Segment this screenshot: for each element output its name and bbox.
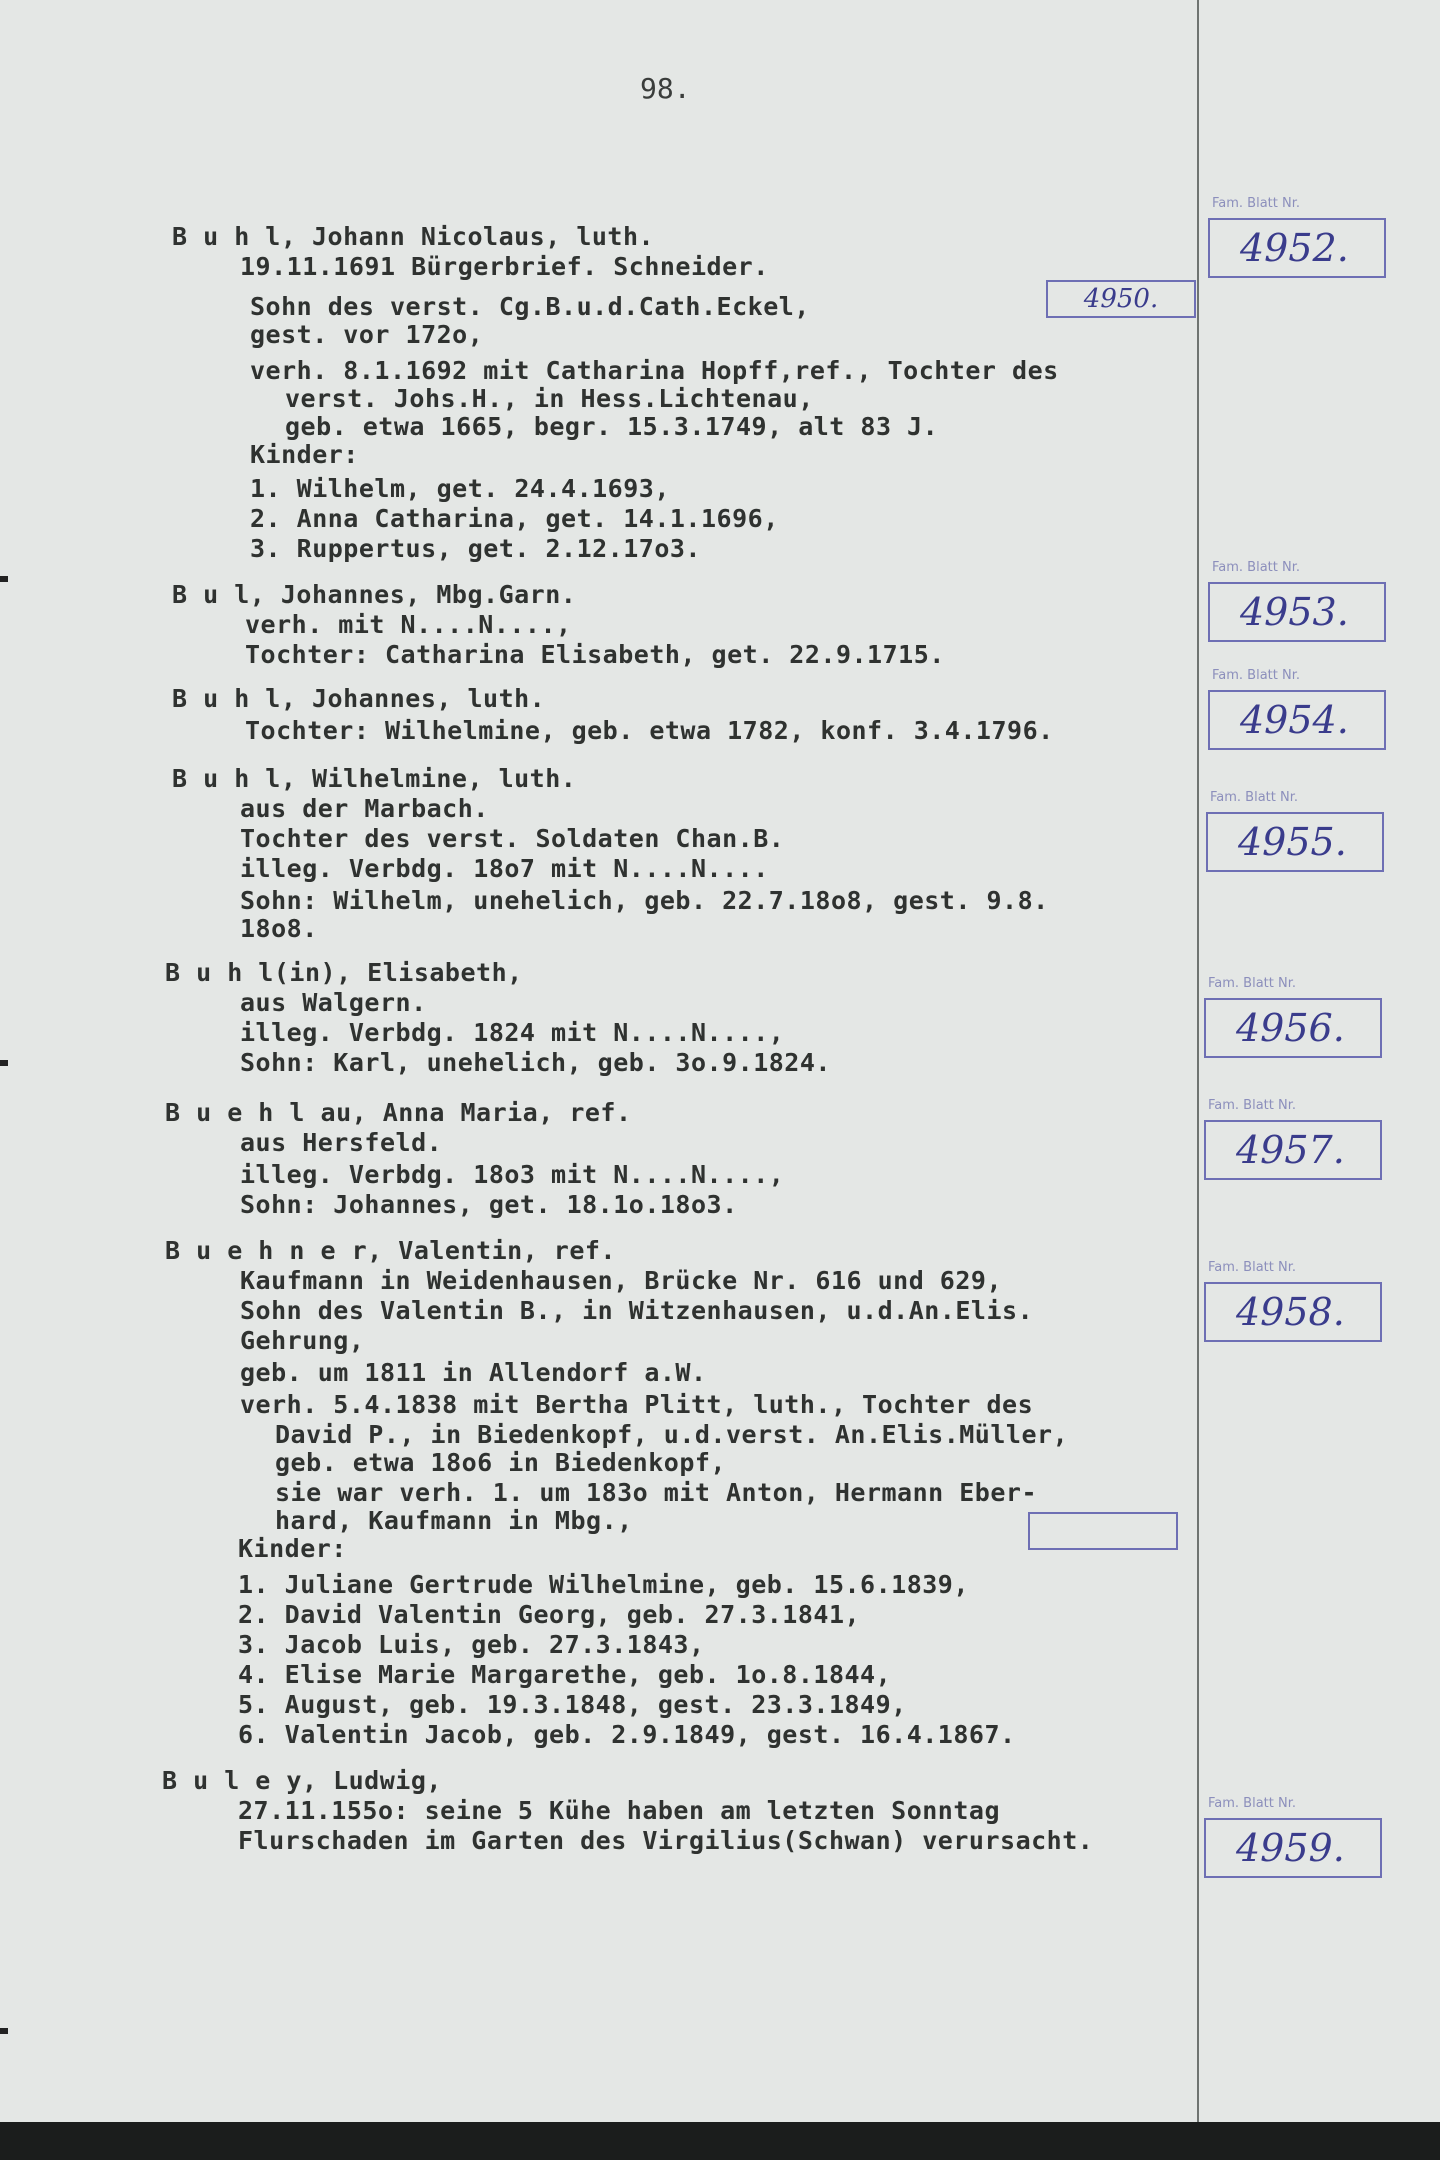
fam-blatt-number: 4953. [1240, 590, 1349, 634]
entry-line: aus Walgern. [240, 988, 427, 1017]
entry-line: verst. Johs.H., in Hess.Lichtenau, [285, 384, 814, 413]
entry-line: illeg. Verbdg. 18o3 mit N....N...., [240, 1160, 785, 1189]
fam-blatt-stamp [1208, 560, 1386, 642]
entry-line: Tochter des verst. Soldaten Chan.B. [240, 824, 785, 853]
entry-line: geb. etwa 18o6 in Biedenkopf, [275, 1448, 726, 1477]
entry-line: 6. Valentin Jacob, geb. 2.9.1849, gest. 16.4.1867. [238, 1720, 1016, 1749]
entry-line: 1. Wilhelm, get. 24.4.1693, [250, 474, 670, 503]
entry-line: 3. Jacob Luis, geb. 27.3.1843, [238, 1630, 705, 1659]
entry-line: 19.11.1691 Bürgerbrief. Schneider. [240, 252, 769, 281]
entry-line: verh. mit N....N...., [245, 610, 572, 639]
entry-line: geb. um 1811 in Allendorf a.W. [240, 1358, 707, 1387]
entry-heading: B u e h l au, Anna Maria, ref. [165, 1098, 632, 1127]
entry-line: sie war verh. 1. um 183o mit Anton, Hermann Eber- [275, 1478, 1038, 1507]
fam-blatt-number: 4956. [1236, 1006, 1345, 1050]
entry-line: Kinder: [238, 1534, 347, 1563]
cross-reference-stamp: 4950. [1046, 280, 1196, 318]
fam-blatt-stamp [1204, 976, 1382, 1058]
entry-line: Sohn des verst. Cg.B.u.d.Cath.Eckel, [250, 292, 810, 321]
entry-line: 2. Anna Catharina, get. 14.1.1696, [250, 504, 779, 533]
entry-line: illeg. Verbdg. 18o7 mit N....N.... [240, 854, 769, 883]
entry-line: Sohn: Johannes, get. 18.1o.18o3. [240, 1190, 738, 1219]
entry-line: Tochter: Catharina Elisabeth, get. 22.9.1715. [245, 640, 945, 669]
entry-line: 27.11.155o: seine 5 Kühe haben am letzten Sonntag [238, 1796, 1001, 1825]
stamp-label: Fam. Blatt Nr. [1208, 1796, 1297, 1811]
fam-blatt-stamp [1204, 1098, 1382, 1180]
edge-mark [0, 2028, 8, 2034]
edge-mark [0, 1060, 8, 1066]
entry-heading: B u l, Johannes, Mbg.Garn. [172, 580, 577, 609]
entry-line: verh. 8.1.1692 mit Catharina Hopff,ref., Tochter des [250, 356, 1059, 385]
fam-blatt-stamp [1204, 1796, 1382, 1878]
stamp-label: Fam. Blatt Nr. [1212, 560, 1301, 575]
entry-line: Kaufmann in Weidenhausen, Brücke Nr. 616 und 629, [240, 1266, 1003, 1295]
entry-line: 3. Ruppertus, get. 2.12.17o3. [250, 534, 701, 563]
empty-reference-box [1028, 1512, 1178, 1550]
fam-blatt-stamp [1206, 790, 1384, 872]
entry-line: illeg. Verbdg. 1824 mit N....N...., [240, 1018, 785, 1047]
stamp-label: Fam. Blatt Nr. [1210, 790, 1299, 805]
entry-line: Kinder: [250, 440, 359, 469]
fam-blatt-stamp [1204, 1260, 1382, 1342]
edge-mark [0, 576, 8, 582]
fam-blatt-number: 4957. [1236, 1128, 1345, 1172]
entry-line: 18o8. [240, 914, 318, 943]
entry-line: gest. vor 172o, [250, 320, 484, 349]
fam-blatt-stamp [1208, 668, 1386, 750]
entry-line: hard, Kaufmann in Mbg., [275, 1506, 633, 1535]
entry-line: 2. David Valentin Georg, geb. 27.3.1841, [238, 1600, 861, 1629]
fam-blatt-number: 4955. [1238, 820, 1347, 864]
stamp-label: Fam. Blatt Nr. [1212, 668, 1301, 683]
stamp-label: Fam. Blatt Nr. [1208, 976, 1297, 991]
entry-heading: B u l e y, Ludwig, [162, 1766, 442, 1795]
fam-blatt-number: 4954. [1240, 698, 1349, 742]
margin-divider [1197, 0, 1199, 2122]
entry-heading: B u h l(in), Elisabeth, [165, 958, 523, 987]
entry-line: Sohn: Karl, unehelich, geb. 3o.9.1824. [240, 1048, 831, 1077]
entry-line: aus Hersfeld. [240, 1128, 443, 1157]
stamp-label: Fam. Blatt Nr. [1208, 1260, 1297, 1275]
stamp-label: Fam. Blatt Nr. [1208, 1098, 1297, 1113]
entry-heading: B u h l, Johann Nicolaus, luth. [172, 222, 655, 251]
entry-line: aus der Marbach. [240, 794, 489, 823]
entry-line: David P., in Biedenkopf, u.d.verst. An.Elis.Müller, [275, 1420, 1069, 1449]
entry-line: Sohn des Valentin B., in Witzenhausen, u.d.An.Elis. [240, 1296, 1034, 1325]
fam-blatt-number: 4959. [1236, 1826, 1345, 1870]
stamp-label: Fam. Blatt Nr. [1212, 196, 1301, 211]
fam-blatt-number: 4952. [1240, 226, 1349, 270]
fam-blatt-number: 4958. [1236, 1290, 1345, 1334]
entry-line: 5. August, geb. 19.3.1848, gest. 23.3.1849, [238, 1690, 907, 1719]
entry-heading: B u h l, Wilhelmine, luth. [172, 764, 577, 793]
entry-line: Gehrung, [240, 1326, 365, 1355]
entry-line: Flurschaden im Garten des Virgilius(Schwan) verursacht. [238, 1826, 1094, 1855]
entry-heading: B u e h n e r, Valentin, ref. [165, 1236, 616, 1265]
page-number: 98. [640, 72, 691, 105]
entry-line: 4. Elise Marie Margarethe, geb. 1o.8.1844, [238, 1660, 892, 1689]
entry-line: 1. Juliane Gertrude Wilhelmine, geb. 15.6.1839, [238, 1570, 969, 1599]
fam-blatt-stamp [1208, 196, 1386, 278]
entry-line: geb. etwa 1665, begr. 15.3.1749, alt 83 J. [285, 412, 939, 441]
entry-heading: B u h l, Johannes, luth. [172, 684, 546, 713]
entry-line: Sohn: Wilhelm, unehelich, geb. 22.7.18o8, gest. 9.8. [240, 886, 1049, 915]
entry-line: verh. 5.4.1838 mit Bertha Plitt, luth., Tochter des [240, 1390, 1034, 1419]
entry-line: Tochter: Wilhelmine, geb. etwa 1782, konf. 3.4.1796. [245, 716, 1054, 745]
